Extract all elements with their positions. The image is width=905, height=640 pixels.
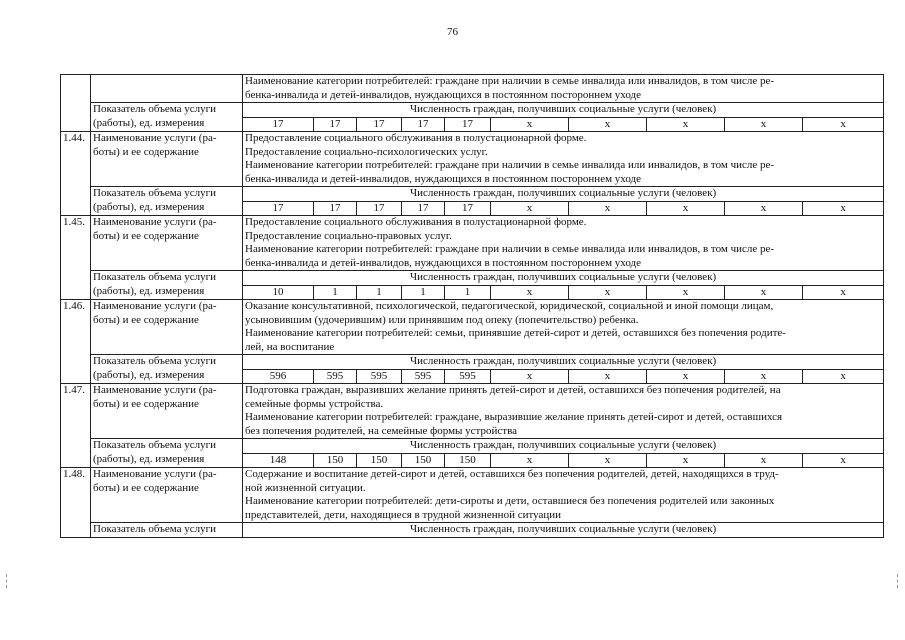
service-description-line: Наименование категории потребителей: дети-сироты и дети, оставшиеся без попечения родителей или законных — [245, 495, 775, 507]
value-cell: 17 — [445, 201, 491, 216]
service-name-label — [91, 216, 243, 271]
service-description-line: бенка-инвалида и детей-инвалидов, нуждающихся в постоянном постороннем уходе — [245, 256, 642, 269]
service-row — [61, 384, 884, 439]
service-name-label-line: Наименование услуги (ра- — [93, 468, 217, 480]
volume-indicator-label-line: (работы), ед. измерения — [93, 200, 205, 213]
service-description-line: Предоставление социального обслуживания в полустационарной форме. — [245, 216, 587, 228]
value-cell: 1 — [445, 285, 491, 300]
service-description — [243, 75, 884, 103]
value-cell: 17 — [243, 117, 314, 132]
value-cell: x — [647, 117, 725, 132]
service-description-line: Подготовка граждан, выразивших желание принять детей-сирот и детей, оставшихся без попечения родителей, на — [245, 384, 781, 396]
service-row — [61, 75, 884, 103]
service-description — [243, 384, 884, 439]
value-cell: x — [803, 117, 884, 132]
service-number: 1.48. — [61, 468, 91, 538]
service-description-line: Наименование категории потребителей: граждане при наличии в семье инвалида или инвалидов, в том числе ре- — [245, 75, 775, 87]
value-cell: x — [803, 285, 884, 300]
service-description-line: бенка-инвалида и детей-инвалидов, нуждающихся в постоянном постороннем уходе — [245, 172, 642, 185]
service-description-line: лей, на воспитание — [245, 340, 335, 353]
volume-header-row — [61, 355, 884, 370]
volume-indicator-label-line: Показатель объема услуги — [93, 271, 217, 283]
value-cell: 150 — [402, 453, 445, 468]
service-row — [61, 468, 884, 523]
volume-indicator-label-line: (работы), ед. измерения — [93, 116, 205, 129]
value-cell: x — [491, 117, 569, 132]
service-row — [61, 300, 884, 355]
volume-indicator-label — [91, 271, 243, 300]
volume-header: Численность граждан, получивших социальные услуги (человек) — [243, 355, 884, 370]
service-row — [61, 216, 884, 271]
value-cell: 595 — [314, 369, 357, 384]
volume-indicator-label — [91, 439, 243, 468]
service-description — [243, 300, 884, 355]
value-cell: 17 — [402, 117, 445, 132]
volume-indicator-label-line: Показатель объема услуги — [93, 103, 217, 115]
scan-edge-mark-right — [897, 574, 900, 588]
service-name-label-line: боты) и ее содержание — [93, 397, 199, 410]
volume-header-row — [61, 187, 884, 202]
value-cell: 17 — [445, 117, 491, 132]
value-cell: x — [803, 369, 884, 384]
service-description-line: Наименование категории потребителей: граждане при наличии в семье инвалида или инвалидов, в том числе ре- — [245, 243, 775, 255]
service-description-line: семейные формы устройства. — [245, 397, 384, 410]
volume-indicator-label — [91, 187, 243, 216]
service-name-label-line: Наименование услуги (ра- — [93, 300, 217, 312]
value-cell: x — [491, 201, 569, 216]
service-name-label — [91, 75, 243, 103]
value-cell: 1 — [357, 285, 402, 300]
service-name-label — [91, 468, 243, 523]
page-number: 76 — [447, 26, 458, 38]
service-number: 1.45. — [61, 216, 91, 300]
service-description — [243, 468, 884, 523]
value-cell: x — [647, 201, 725, 216]
service-number: 1.46. — [61, 300, 91, 384]
value-cell: 595 — [402, 369, 445, 384]
value-cell: x — [569, 285, 647, 300]
service-name-label-line: боты) и ее содержание — [93, 481, 199, 494]
value-cell: 1 — [402, 285, 445, 300]
value-cell: 1 — [314, 285, 357, 300]
volume-header: Численность граждан, получивших социальные услуги (человек) — [243, 103, 884, 118]
value-cell: 148 — [243, 453, 314, 468]
value-cell: 17 — [314, 201, 357, 216]
value-cell: 17 — [243, 201, 314, 216]
value-cell: x — [725, 117, 803, 132]
volume-indicator-label-line: (работы), ед. измерения — [93, 284, 205, 297]
service-description-line: Предоставление социально-правовых услуг. — [245, 229, 452, 242]
value-cell: 17 — [357, 201, 402, 216]
scan-edge-mark-left — [6, 574, 9, 588]
value-cell: x — [491, 369, 569, 384]
value-cell: x — [725, 285, 803, 300]
service-description-line: Оказание консультативной, психологической, педагогической, юридической, социальной и иной помощи лицам, — [245, 300, 774, 312]
volume-indicator-label-line: Показатель объема услуги — [93, 439, 217, 451]
volume-header: Численность граждан, получивших социальные услуги (человек) — [243, 439, 884, 454]
services-table — [60, 74, 884, 538]
volume-indicator-label — [91, 103, 243, 132]
value-cell: 17 — [314, 117, 357, 132]
volume-indicator-label-line: Показатель объема услуги — [93, 187, 217, 199]
value-cell: x — [569, 453, 647, 468]
service-description-line: Наименование категории потребителей: граждане при наличии в семье инвалида или инвалидов, в том числе ре- — [245, 159, 775, 171]
value-cell: 595 — [445, 369, 491, 384]
value-cell: 150 — [445, 453, 491, 468]
value-cell: x — [647, 285, 725, 300]
service-description-line: Предоставление социального обслуживания в полустационарной форме. — [245, 132, 587, 144]
value-cell: x — [725, 369, 803, 384]
value-cell: x — [647, 453, 725, 468]
value-cell: x — [647, 369, 725, 384]
service-description-line: усыновившим (удочерившим) или принявшим под опеку (попечительство) ребенка. — [245, 313, 639, 326]
volume-header: Численность граждан, получивших социальные услуги (человек) — [243, 187, 884, 202]
volume-indicator-label-line: Показатель объема услуги — [93, 355, 217, 367]
value-cell: 150 — [357, 453, 402, 468]
value-cell: 17 — [357, 117, 402, 132]
volume-indicator-label-line: (работы), ед. измерения — [93, 368, 205, 381]
service-name-label — [91, 384, 243, 439]
value-cell: x — [803, 201, 884, 216]
volume-header: Численность граждан, получивших социальные услуги (человек) — [243, 271, 884, 286]
value-cell: 595 — [357, 369, 402, 384]
service-number: 1.47. — [61, 384, 91, 468]
value-cell: x — [725, 453, 803, 468]
value-cell: 10 — [243, 285, 314, 300]
volume-indicator-label-line: Показатель объема услуги — [93, 523, 217, 535]
service-description-line: Наименование категории потребителей: граждане, выразившие желание принять детей-сирот и детей, оставшихся — [245, 411, 783, 423]
service-name-label-line: Наименование услуги (ра- — [93, 132, 217, 144]
service-row — [61, 132, 884, 187]
volume-indicator-label-line: (работы), ед. измерения — [93, 452, 205, 465]
volume-header: Численность граждан, получивших социальные услуги (человек) — [243, 523, 884, 538]
value-cell: 150 — [314, 453, 357, 468]
services-table-body — [61, 75, 884, 538]
service-description-line: Наименование категории потребителей: семьи, принявшие детей-сирот и детей, оставшихся без попечения родите- — [245, 327, 786, 339]
service-name-label-line: боты) и ее содержание — [93, 229, 199, 242]
value-cell: x — [803, 453, 884, 468]
service-name-label-line: Наименование услуги (ра- — [93, 384, 217, 396]
value-cell: 17 — [402, 201, 445, 216]
value-cell: x — [491, 453, 569, 468]
service-description-line: представителей, дети, находящиеся в трудной жизненной ситуации — [245, 508, 562, 521]
service-name-label-line: боты) и ее содержание — [93, 145, 199, 158]
volume-indicator-label — [91, 523, 243, 538]
value-cell: 596 — [243, 369, 314, 384]
volume-header-row — [61, 523, 884, 538]
volume-indicator-label — [91, 355, 243, 384]
volume-header-row — [61, 103, 884, 118]
service-description-line: Предоставление социально-психологических услуг. — [245, 145, 488, 158]
service-name-label-line: боты) и ее содержание — [93, 313, 199, 326]
service-description — [243, 216, 884, 271]
volume-header-row — [61, 439, 884, 454]
service-description-line: ной жизненной ситуации. — [245, 481, 366, 494]
service-name-label-line: Наименование услуги (ра- — [93, 216, 217, 228]
value-cell: x — [725, 201, 803, 216]
value-cell: x — [491, 285, 569, 300]
service-description-line: без попечения родителей, на семейные формы устройства — [245, 424, 518, 437]
service-description — [243, 132, 884, 187]
service-number — [61, 75, 91, 132]
volume-header-row — [61, 271, 884, 286]
service-number: 1.44. — [61, 132, 91, 216]
value-cell: x — [569, 201, 647, 216]
service-description-line: Содержание и воспитание детей-сирот и детей, оставшихся без попечения родителей, детей, находящихся в труд- — [245, 468, 779, 480]
value-cell: x — [569, 369, 647, 384]
service-name-label — [91, 132, 243, 187]
service-description-line: бенка-инвалида и детей-инвалидов, нуждающихся в постоянном постороннем уходе — [245, 88, 642, 101]
value-cell: x — [569, 117, 647, 132]
service-name-label — [91, 300, 243, 355]
